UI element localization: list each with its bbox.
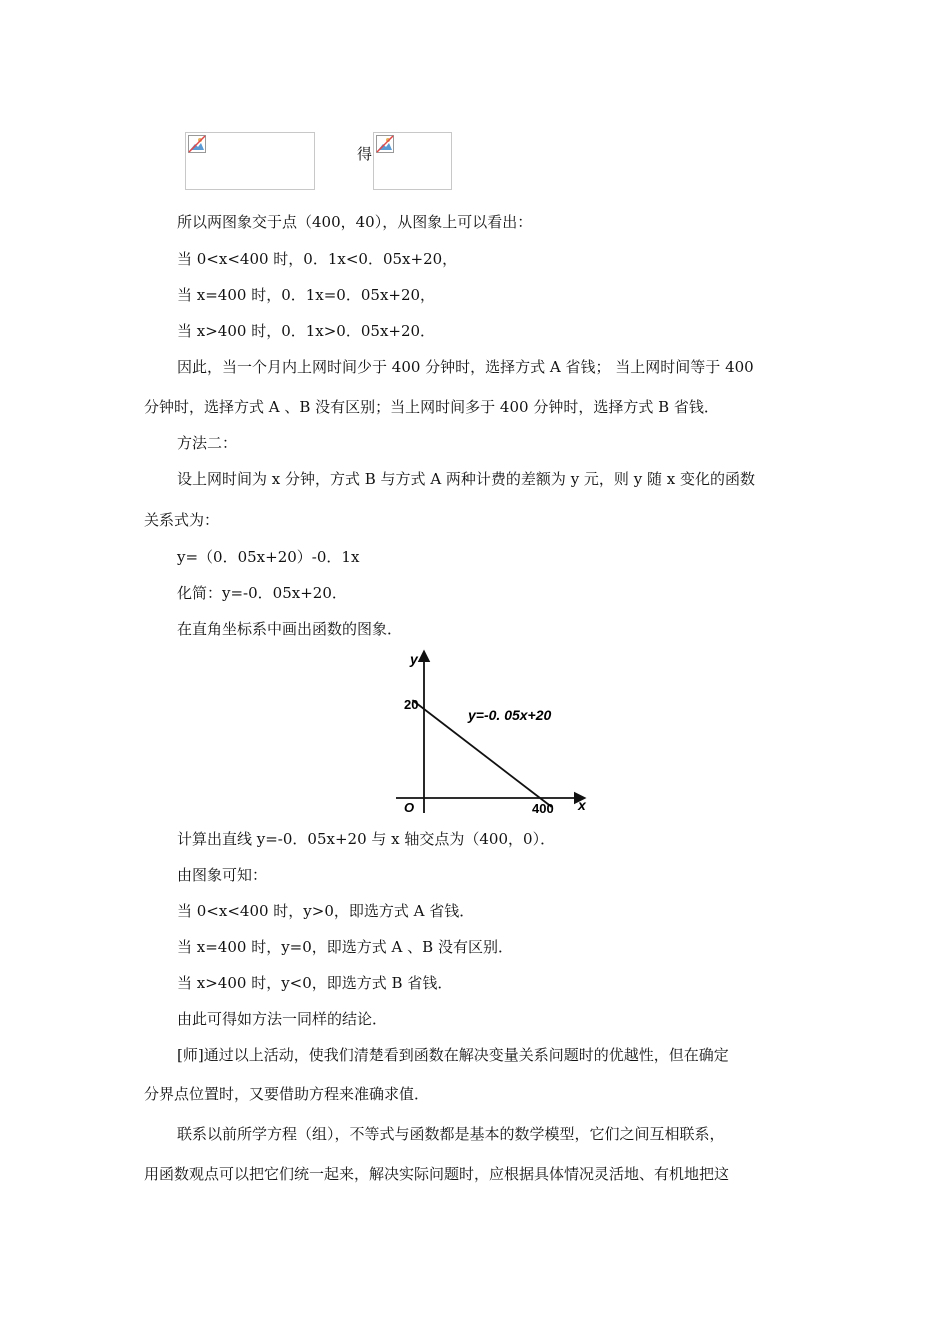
paragraph-line: 当 x>400 时，0．1x>0．05x+20．: [177, 322, 436, 340]
broken-image-icon: [376, 135, 394, 153]
intro-text: 得: [357, 145, 373, 163]
paragraph-line: 联系以前所学方程（组），不等式与函数都是基本的数学模型，它们之间互相联系，: [177, 1125, 725, 1143]
paragraph-line: 分钟时，选择方式 A 、B 没有区别；当上网时间多于 400 分钟时，选择方式 B 省钱．: [144, 398, 719, 416]
paragraph-line: 方法二：: [177, 434, 238, 452]
broken-image-placeholder: [373, 132, 452, 190]
paragraph-line: 计算出直线 y=-0．05x+20 与 x 轴交点为（400，0）．: [177, 830, 556, 848]
paragraph-line: 当 0<x<400 时，0．1x<0．05x+20，: [177, 250, 458, 268]
paragraph-line: 分界点位置时，又要借助方程来准确求值．: [144, 1085, 430, 1103]
paragraph-line: 由图象可知：: [177, 866, 268, 884]
paragraph-line: 当 0<x<400 时，y>0，即选方式 A 省钱．: [177, 902, 475, 920]
paragraph-line: 当 x=400 时，y=0，即选方式 A 、B 没有区别．: [177, 938, 513, 956]
paragraph-line: 当 x>400 时，y<0，即选方式 B 省钱．: [177, 974, 453, 992]
paragraph-line: 所以两图象交于点（400，40），从图象上可以看出：: [177, 213, 533, 231]
paragraph-line: 用函数观点可以把它们统一起来，解决实际问题时，应根据具体情况灵活地、有机地把这: [144, 1165, 730, 1183]
paragraph-line: [师]通过以上活动，使我们清楚看到函数在解决变量关系问题时的优越性，但在确定: [177, 1046, 729, 1064]
paragraph-line: 化简：y=-0．05x+20．: [177, 584, 347, 602]
paragraph-line: 当 x=400 时，0．1x=0．05x+20，: [177, 286, 436, 304]
broken-image-icon: [188, 135, 206, 153]
paragraph-line: 在直角坐标系中画出函数的图象．: [177, 620, 403, 638]
origin-label: O: [404, 800, 415, 815]
broken-image-placeholder: [185, 132, 315, 190]
equation-label: y=-0. 05x+20: [468, 707, 552, 723]
paragraph-line: y=（0．05x+20）-0．1x: [177, 548, 360, 566]
x-axis-label: x: [578, 797, 586, 813]
x-tick-label: 400: [532, 801, 554, 816]
paragraph-line: 由此可得如方法一同样的结论．: [177, 1010, 388, 1028]
function-graph: [392, 648, 592, 818]
y-tick-label: 20: [404, 697, 419, 712]
paragraph-line: 因此，当一个月内上网时间少于 400 分钟时，选择方式 A 省钱； 当上网时间等于 400: [177, 358, 754, 376]
paragraph-line: 设上网时间为 x 分钟，方式 B 与方式 A 两种计费的差额为 y 元，则 y 随 x 变化的函数: [177, 470, 755, 488]
y-axis-label: y: [410, 651, 418, 667]
paragraph-line: 关系式为：: [144, 511, 220, 529]
